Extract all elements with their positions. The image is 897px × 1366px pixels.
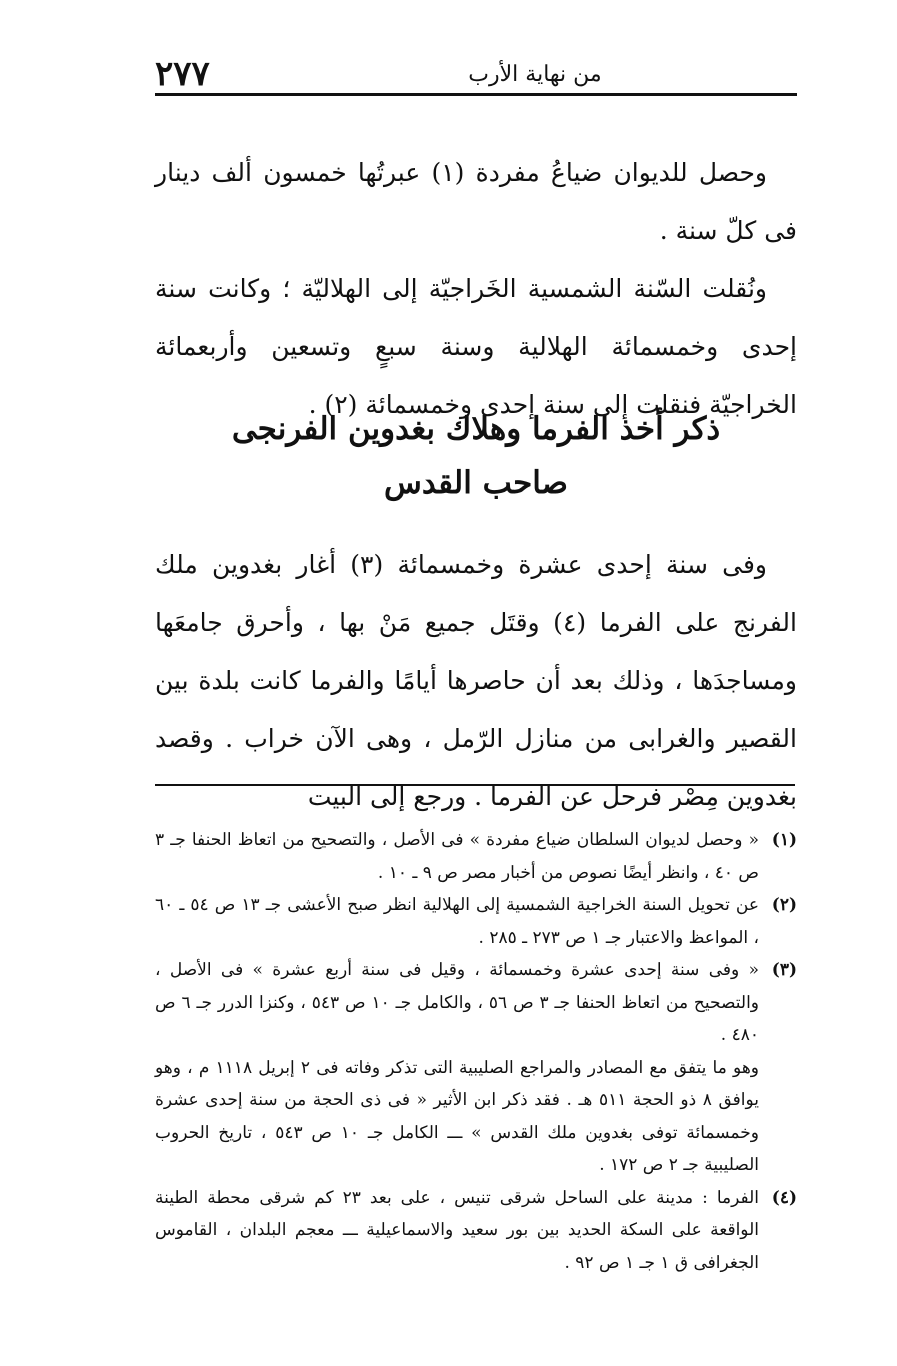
footnote-text: « وفى سنة إحدى عشرة وخمسمائة ، وقيل فى سنة أربع عشرة » فى الأصل ، والتصحيح من اتعاظ الحنفا جـ ٣ ص ٥٦ ، والكامل جـ ١٠ ص ٥٤٣ ، وكنزا الدرر جـ ٦ ص ٤٨٠ . bbox=[155, 960, 759, 1045]
footnote-text: الفرما : مدينة على الساحل شرقى تنيس ، على بعد ٢٣ كم شرقى محطة الطينة الواقعة على السكة الحديد بين بور سعيد والاسماعيلية ـــ معجم البلدان ، القاموس الجغرافى ق ١ جـ ١ ص ٩٢ . bbox=[155, 1187, 759, 1273]
footnote-number: (١) bbox=[771, 830, 797, 850]
page-header bbox=[155, 52, 797, 92]
paragraph-1: وحصل للديوان ضياعُ مفردة (١) عبرتُها خمسون ألف دينار فى كلّ سنة . bbox=[155, 158, 797, 245]
page-number: ٢٧٧ bbox=[155, 54, 210, 94]
footnote-3 bbox=[155, 954, 797, 1182]
footnote-text-continued: وهو ما يتفق مع المصادر والمراجع الصليبية التى تذكر وفاته فى ٢ إبريل ١١١٨ م ، وهو يوافق ٨ ذو الحجة ٥١١ هـ . فقد ذكر ابن الأثير « فى ذى الحجة من سنة إحدى عشرة وخمسمائة توفى بغدوين ملك القدس » ـــ الكامل جـ ١٠ ص ٥٤٣ ، تاريخ الحروب الصليبية جـ ٢ ص ١٧٢ . bbox=[155, 1057, 759, 1175]
footnote-text: « وحصل لديوان السلطان ضياع مفردة » فى الأصل ، والتصحيح من اتعاظ الحنفا جـ ٣ ص ٤٠ ، وانظر أيضًا نصوص من أخبار مصر ص ٩ ـ ١٠ . bbox=[155, 830, 759, 883]
footnote-number: (٣) bbox=[771, 960, 797, 980]
footnote-4 bbox=[155, 1182, 797, 1280]
paragraph-3: وفى سنة إحدى عشرة وخمسمائة (٣) أغار بغدوين ملك الفرنج على الفرما (٤) وقتَل جميع مَنْ بها ، وأحرق جامعَها ومساجدَها ، وذلك بعد أن حاصرها أيامًا والفرما كانت بلدة بين القصير والغرابى من منازل الرّمل ، وهى الآن خراب . وقصد بغدوين مِصْر فرحل عن الفرما . ورجع إلى البيت bbox=[155, 550, 797, 811]
footnote-rule bbox=[155, 784, 795, 786]
section-body bbox=[155, 536, 797, 826]
footnote-2 bbox=[155, 889, 797, 954]
footnotes bbox=[155, 824, 797, 1279]
header-rule bbox=[155, 93, 797, 96]
section-title-line-1: ذكر أخذ الفرما وهلاك بغدوين الفرنجى bbox=[231, 411, 721, 447]
opening-paragraphs bbox=[155, 144, 797, 434]
footnote-number: (٢) bbox=[771, 895, 797, 915]
footnote-number: (٤) bbox=[771, 1187, 797, 1208]
section-title-line-2: صاحب القدس bbox=[383, 465, 569, 501]
footnote-text: عن تحويل السنة الخراجية الشمسية إلى الهلالية انظر صبح الأعشى جـ ١٣ ص ٥٤ ـ ٦٠ ، المواعظ والاعتبار جـ ١ ص ٢٧٣ ـ ٢٨٥ . bbox=[155, 895, 759, 948]
running-title: من نهاية الأرب bbox=[468, 62, 602, 87]
footnote-1 bbox=[155, 824, 797, 889]
paragraph-2: ونُقلت السّنة الشمسية الخَراجيّة إلى الهلاليّة ؛ وكانت سنة إحدى وخمسمائة الهلالية وسنة سبعٍ وتسعين وأربعمائة الخراجيّة فنقلت إلى سنة إحدى وخمسمائة (٢) . bbox=[155, 274, 797, 419]
